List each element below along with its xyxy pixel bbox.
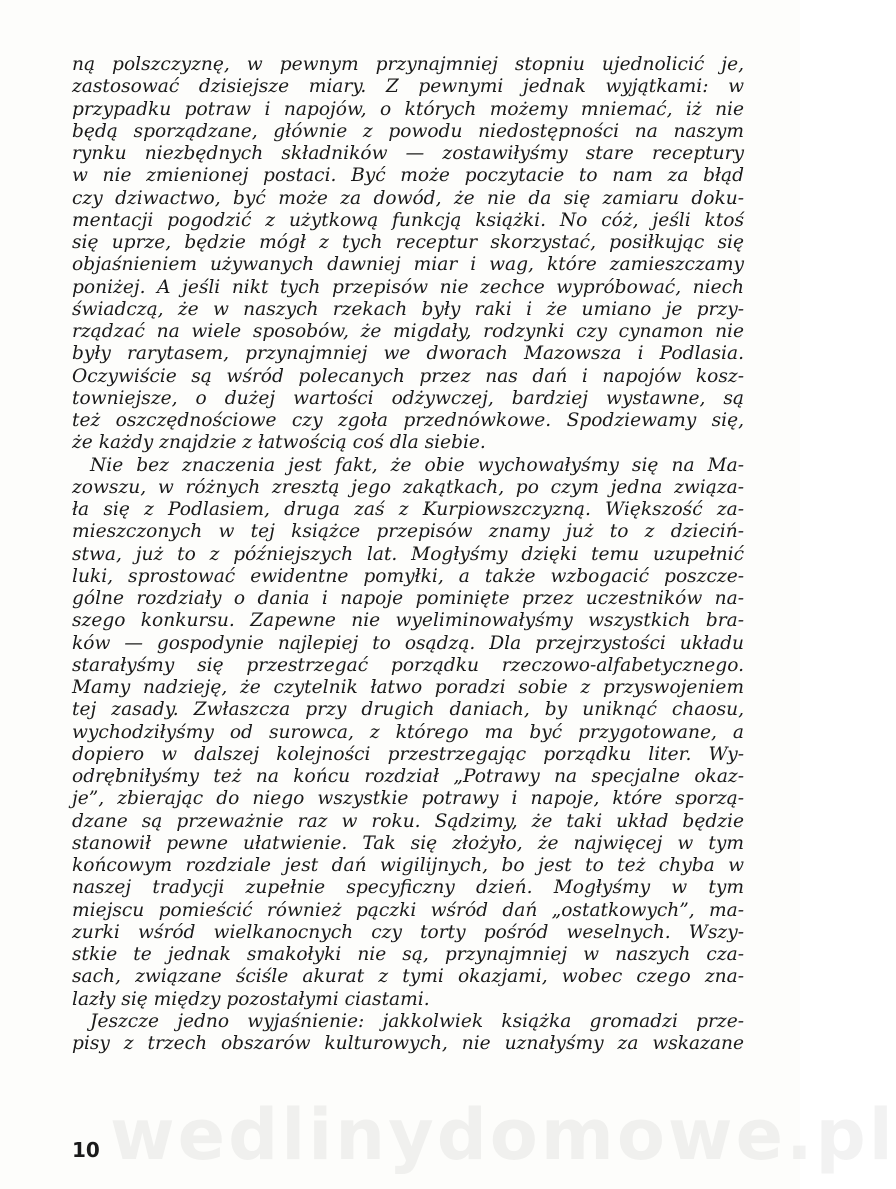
text-line: gólne rozdziały o dania i napoje pominięte przez uczestników na- bbox=[72, 588, 744, 609]
text-line: lazły się między pozostałymi ciastami. bbox=[72, 988, 430, 1010]
text-line: zurki wśród wielkanocnych czy torty pośród weselnych. Wszy- bbox=[72, 921, 744, 943]
text-line: były rarytasem, przynajmniej we dworach Mazowsza i Podlasia. bbox=[72, 343, 744, 365]
text-line: Nie bez znaczenia jest fakt, że obie wychowałyśmy się na Ma- bbox=[90, 454, 744, 476]
text-line: Jeszcze jedno wyjaśnienie: jakkolwiek książka gromadzi prze- bbox=[90, 1010, 744, 1032]
text-line: luki, sprostować ewidentne pomyłki, a także wzbogacić poszcze- bbox=[72, 565, 744, 587]
text-line: Oczywiście są wśród polecanych przez nas dań i napojów kosz- bbox=[72, 365, 744, 387]
text-line: zastosować dzisiejsze miary. Z pewnymi jednak wyjątkami: w bbox=[72, 76, 744, 98]
text-line: będą sporządzane, głównie z powodu niedostępności na naszym bbox=[72, 120, 744, 142]
text-line: dopiero w dalszej kolejności przestrzegając porządku liter. Wy- bbox=[72, 743, 744, 765]
text-line: objaśnieniem używanych dawniej miar i wag, które zamieszczamy bbox=[72, 254, 744, 276]
text-line: zowszu, w różnych zresztą jego zakątkach, po czym jedna związa- bbox=[72, 476, 744, 498]
text-line: stwa, już to z późniejszych lat. Mogłyśmy dzięki temu uzupełnić bbox=[72, 543, 744, 565]
text-line: przypadku potraw i napojów, o których możemy mniemać, iż nie bbox=[72, 98, 744, 120]
body-text bbox=[72, 54, 744, 1055]
text-line: tej zasady. Zwłaszcza przy drugich daniach, by uniknąć chaosu, bbox=[72, 699, 744, 721]
text-line: mieszczonych w tej książce przepisów znamy już to z dzieciń- bbox=[72, 521, 744, 543]
text-line: sach, związane ściśle akurat z tymi okazjami, wobec czego zna- bbox=[72, 966, 744, 988]
text-line: ków — gospodynie najlepiej to osądzą. Dla przejrzystości układu bbox=[72, 632, 744, 654]
text-line: naszej tradycji zupełnie specyficzny dzień. Mogłyśmy w tym bbox=[72, 877, 744, 899]
text-line: Mamy nadzieję, że czytelnik łatwo poradzi sobie z przyswojeniem bbox=[72, 677, 744, 698]
page-number: 10 bbox=[72, 1138, 100, 1162]
text-line: że każdy znajdzie z łatwością coś dla siebie. bbox=[72, 432, 486, 454]
text-line: odrębniłyśmy też na końcu rozdział „Potrawy na specjalne okaz- bbox=[72, 766, 744, 787]
text-line: mentacji pogodzić z użytkową funkcją książki. No cóż, jeśli ktoś bbox=[72, 209, 744, 231]
text-line: końcowym rozdziale jest dań wigilijnych, bo jest to też chyba w bbox=[72, 855, 744, 876]
text-line: ła się z Podlasiem, druga zaś z Kurpiowszczyzną. Większość za- bbox=[72, 499, 744, 520]
text-line: stkie te jednak smakołyki nie są, przynajmniej w naszych cza- bbox=[72, 944, 744, 965]
text-line: rynku niezbędnych składników — zostawiłyśmy stare receptury bbox=[72, 143, 744, 164]
text-line: świadczą, że w naszych rzekach były raki i że umiano je przy- bbox=[72, 298, 744, 320]
text-line: towniejsze, o dużej wartości odżywczej, bardziej wystawne, są bbox=[72, 387, 744, 409]
text-line: czy dziwactwo, być może za dowód, że nie da się zamiaru doku- bbox=[72, 187, 744, 209]
text-line: rządzać na wiele sposobów, że migdały, rodzynki czy cynamon nie bbox=[72, 321, 744, 342]
text-line: ną polszczyznę, w pewnym przynajmniej stopniu ujednolicić je, bbox=[72, 54, 744, 75]
text-line: w nie zmienionej postaci. Być może poczytacie to nam za błąd bbox=[72, 165, 744, 187]
text-line: stanowił pewne ułatwienie. Tak się złożyło, że najwięcej w tym bbox=[72, 832, 744, 854]
text-line: pisy z trzech obszarów kulturowych, nie uznałyśmy za wskazane bbox=[72, 1033, 744, 1054]
text-line: je”, zbierając do niego wszystkie potrawy i napoje, które sporzą- bbox=[72, 788, 744, 810]
text-line: szego konkursu. Zapewne nie wyeliminowałyśmy wszystkich bra- bbox=[72, 610, 744, 632]
text-line: też oszczędnościowe czy zgoła przednówkowe. Spodziewamy się, bbox=[72, 410, 744, 431]
text-line: się uprze, będzie mógł z tych receptur skorzystać, posiłkując się bbox=[72, 232, 744, 253]
text-line: wychodziłyśmy od surowca, z którego ma być przygotowane, a bbox=[72, 721, 744, 743]
text-line: dzane są przeważnie raz w roku. Sądzimy, że taki układ będzie bbox=[72, 810, 744, 832]
text-line: miejscu pomieścić również pączki wśród dań „ostatkowych”, ma- bbox=[72, 899, 744, 921]
watermark-text: wedlinydomowe.pl bbox=[110, 1094, 896, 1176]
text-line: poniżej. A jeśli nikt tych przepisów nie zechce wypróbować, niech bbox=[72, 276, 744, 298]
text-line: starałyśmy się przestrzegać porządku rzeczowo-alfabetycznego. bbox=[72, 654, 744, 676]
